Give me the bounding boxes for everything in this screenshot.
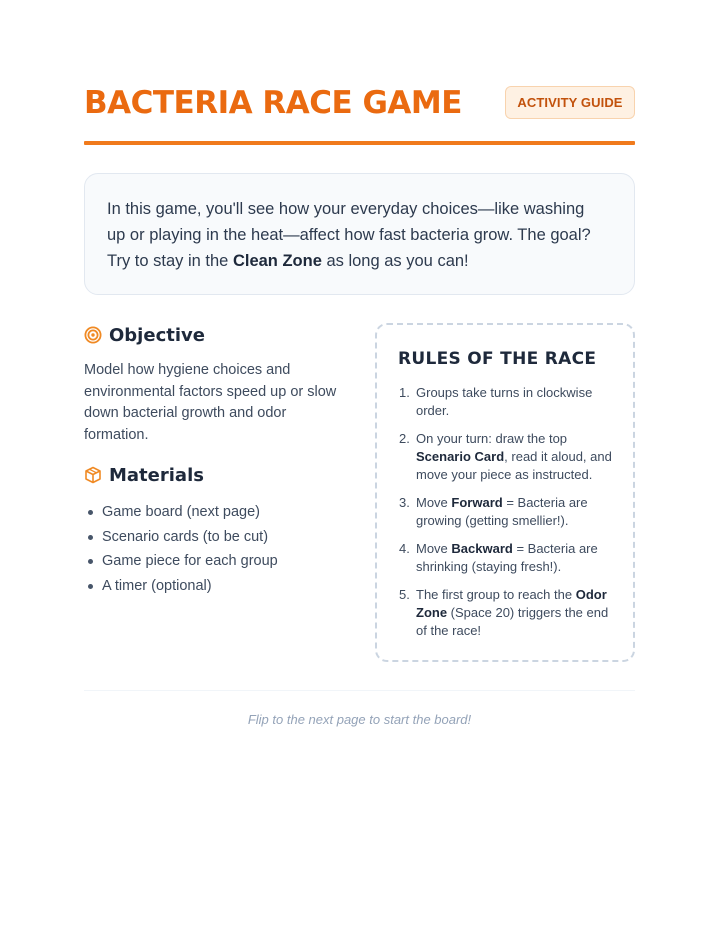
footer-divider	[84, 690, 635, 691]
list-item: Game board (next page)	[84, 500, 354, 525]
footer-note: Flip to the next page to start the board!	[247, 712, 472, 727]
intro-line-1: In this game, you'll see how your everyday choices—like washing	[107, 200, 585, 218]
page-title: BACTERIA RACE GAME	[84, 85, 462, 121]
list-item: A timer (optional)	[84, 574, 354, 599]
materials-heading	[84, 462, 354, 488]
rule-text: On your turn: draw the top	[416, 431, 568, 446]
rule-text: Move	[416, 495, 452, 510]
list-item: Scenario cards (to be cut)	[84, 525, 354, 550]
rule-emphasis: Forward	[451, 495, 503, 510]
rules-box	[375, 323, 635, 662]
header	[84, 84, 635, 124]
rule-number: 3.	[399, 495, 410, 510]
materials-title: Materials	[109, 464, 204, 486]
target-icon	[84, 326, 102, 344]
rule-text: = Bacteria are shrinking (staying fresh!).	[416, 541, 598, 574]
rules-title: RULES OF THE RACE	[398, 349, 597, 369]
rule-item	[398, 540, 613, 576]
box-icon	[84, 466, 102, 484]
activity-guide-badge: ACTIVITY GUIDE	[505, 86, 635, 119]
rule-number: 2.	[399, 431, 410, 446]
materials-list	[84, 500, 354, 599]
rule-number: 1.	[399, 385, 410, 400]
left-column	[84, 322, 354, 599]
objective-heading	[84, 322, 354, 348]
rule-text: Move	[416, 541, 452, 556]
list-item: Game piece for each group	[84, 549, 354, 574]
rule-item	[398, 494, 613, 530]
intro-line-3-pre: Try to stay in the	[107, 252, 233, 270]
rule-item	[398, 384, 613, 420]
clean-zone-emphasis: Clean Zone	[232, 252, 322, 270]
rule-item	[398, 430, 613, 484]
objective-text: Model how hygiene choices and environmental factors speed up or slow down bacterial growth and odor formation.	[84, 362, 337, 443]
intro-line-2: up or playing in the heat—affect how fast bacteria grow. The goal?	[107, 226, 591, 244]
objective-title: Objective	[109, 324, 205, 346]
rule-number: 5.	[399, 587, 410, 602]
rule-text: Groups take turns in clockwise order.	[416, 385, 593, 418]
intro-callout	[84, 173, 635, 295]
rule-emphasis: Odor Zone	[416, 587, 607, 620]
rule-text: , read it aloud, and move your piece as instructed.	[416, 449, 612, 482]
rules-list	[398, 384, 613, 640]
intro-line-3-post: as long as you can!	[321, 252, 469, 270]
rule-emphasis: Backward	[451, 541, 513, 556]
header-divider	[84, 141, 635, 145]
rule-text: The first group to reach the	[416, 587, 576, 602]
rule-item	[398, 586, 613, 640]
rule-text: = Bacteria are growing (getting smellier!).	[416, 495, 588, 528]
rule-text: (Space 20) triggers the end of the race!	[416, 605, 609, 638]
rule-number: 4.	[399, 541, 410, 556]
rule-emphasis: Scenario Card	[416, 449, 505, 464]
